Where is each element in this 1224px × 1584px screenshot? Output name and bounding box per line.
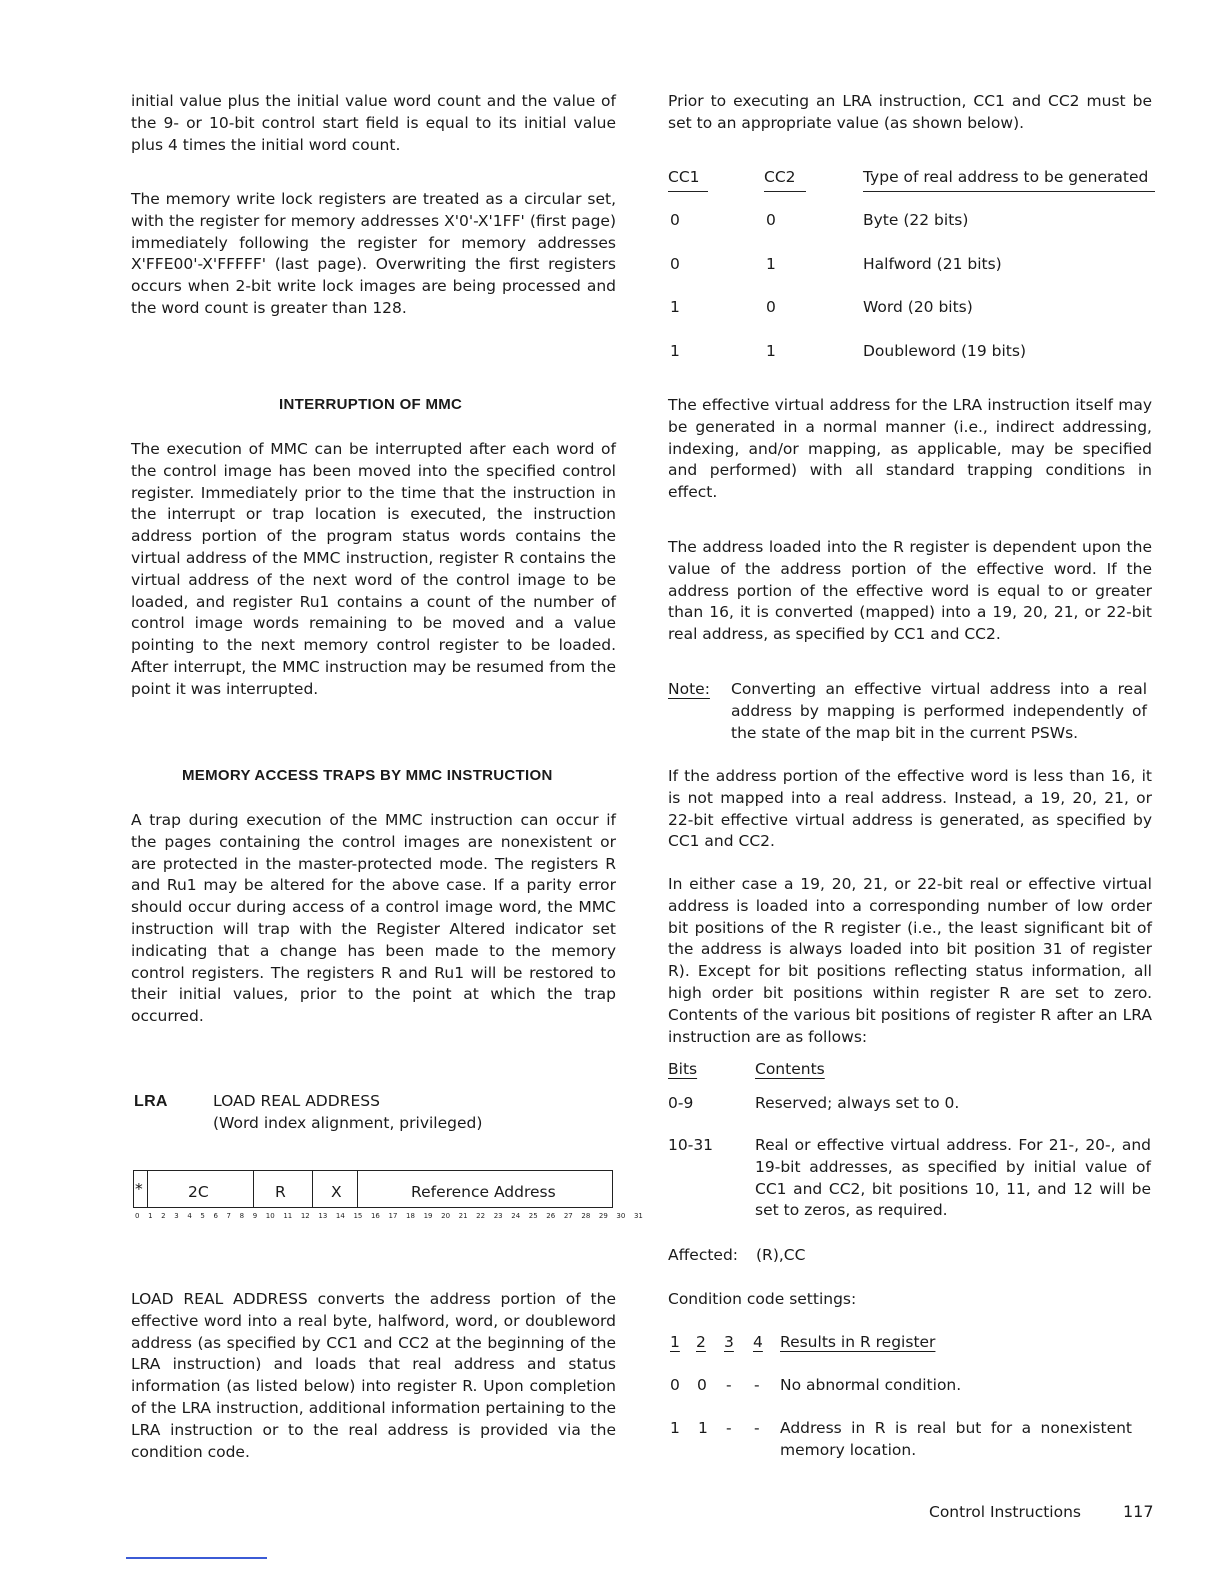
address-type: Byte (22 bits) xyxy=(863,211,969,229)
cc-result: Address in R is real but for a nonexistent memory location. xyxy=(780,1419,1132,1459)
instruction-name: LOAD REAL ADDRESS xyxy=(213,1092,380,1110)
right-para-2: The effective virtual address for the LRA instruction itself may be generated in a normal manner (i.e., indirect addressing, indexing, and/or mapping, as applicable, may be specified and performed) with all standard trapping conditions in effect. xyxy=(668,396,1152,502)
left-para-3: The execution of MMC can be interrupted after each word of the control image has been moved into the specified control register. Immediately prior to the time that the instruction in the interrupt or trap location is executed, the instruction address portion of the program status words contains the virtual address of the MMC instruction, register R contains the virtual address of the next word of the control image to be loaded, and register Ru1 contains a count of the number of control image words remaining to be moved and a value pointing to the next memory control register to be loaded. After interrupt, the MMC instruction may be resumed from the point it was interrupted. xyxy=(131,440,616,698)
table-row xyxy=(668,1375,1154,1397)
cc-header-type: Type of real address to be generated xyxy=(863,168,1149,186)
note-text: Converting an effective virtual address into a real address by mapping is performed independently of the state of the map bit in the current PSWs. xyxy=(731,680,1147,742)
cc-bit-1: 1 xyxy=(670,1419,680,1437)
address-type: Doubleword (19 bits) xyxy=(863,342,1026,360)
cc-settings-header xyxy=(668,1332,1154,1354)
format-opcode: 2C xyxy=(188,1183,209,1201)
bits-range: 10-31 xyxy=(668,1136,714,1154)
format-reference-address: Reference Address xyxy=(411,1183,556,1201)
instruction-format-diagram xyxy=(131,1168,643,1220)
table-row xyxy=(668,1093,1154,1115)
instruction-note: (Word index alignment, privileged) xyxy=(213,1114,483,1132)
cc-header-cc1: CC1 xyxy=(668,168,700,186)
table-row xyxy=(668,254,1154,276)
format-divider xyxy=(357,1170,358,1208)
cc-settings-header-1: 1 xyxy=(670,1333,680,1351)
table-row xyxy=(668,297,1154,319)
cc1-value: 0 xyxy=(670,255,680,273)
scan-artifact-line xyxy=(126,1557,267,1559)
bits-contents: Reserved; always set to 0. xyxy=(755,1094,960,1112)
format-indirect-star: * xyxy=(135,1180,143,1198)
bits-range: 0-9 xyxy=(668,1094,694,1112)
left-para-2: The memory write lock registers are treated as a circular set, with the register for memory addresses X'0'-X'1FF' (first page) immediately following the register for memory addresses X'FFE00'-X'FFFFF' (last page). Overwriting the first registers occurs when 2-bit write lock images are being processed and the word count is greater than 128. xyxy=(131,190,616,317)
format-divider xyxy=(312,1170,313,1208)
cc-header-cc2: CC2 xyxy=(764,168,796,186)
cc-bit-3: - xyxy=(726,1376,732,1394)
cc-settings-header-4: 4 xyxy=(753,1333,763,1351)
cc-settings-header-2: 2 xyxy=(696,1333,706,1351)
right-para-5: In either case a 19, 20, 21, or 22-bit real or effective virtual address is loaded into a corresponding number of low order bit positions of the R register (i.e., the least significant bit of the address is always loaded into bit position 31 of register R). Except for bit positions reflecting status information, all high order bit positions within register R are set to zero. Contents of the various bit positions of register R after an LRA instruction are as follows: xyxy=(668,875,1152,1046)
bits-contents: Real or effective virtual address. For 21-, 20-, and 19-bit addresses, as specified by initial value of CC1 and CC2, bit positions 10, 11, and 12 will be set to zeros, as required. xyxy=(755,1136,1151,1220)
cc2-value: 1 xyxy=(766,255,776,273)
instruction-mnemonic: LRA xyxy=(134,1093,168,1110)
bits-table-header xyxy=(668,1059,1154,1081)
table-row xyxy=(668,1135,1154,1225)
table-row xyxy=(668,1418,1154,1464)
cc-bit-2: 0 xyxy=(697,1376,707,1394)
cc-table-header xyxy=(668,167,1154,191)
table-row xyxy=(668,341,1154,363)
cc-settings-label: Condition code settings: xyxy=(668,1290,857,1308)
footer-section: Control Instructions xyxy=(929,1503,1081,1521)
heading-interruption-of-mmc: INTERRUPTION OF MMC xyxy=(279,396,463,413)
cc1-value: 1 xyxy=(670,342,680,360)
left-para-1: initial value plus the initial value word count and the value of the 9- or 10-bit control start field is equal to its initial value plus 4 times the initial word count. xyxy=(131,92,616,154)
cc2-value: 0 xyxy=(766,211,776,229)
bits-header-bits: Bits xyxy=(668,1060,698,1078)
right-para-3: The address loaded into the R register is dependent upon the value of the address portion of the effective word. If the address portion of the effective word is equal to or greater than 16, it is converted (mapped) into a 19, 20, 21, or 22-bit real address, as specified by CC1 and CC2. xyxy=(668,538,1152,644)
cc2-value: 1 xyxy=(766,342,776,360)
address-type: Word (20 bits) xyxy=(863,298,973,316)
right-para-4: If the address portion of the effective word is less than 16, it is not mapped into a real address. Instead, a 19, 20, 21, or 22-bit effective virtual address is generated, as specified by CC1 and CC2. xyxy=(668,767,1152,851)
cc-header-rule xyxy=(668,191,708,192)
format-divider xyxy=(253,1170,254,1208)
cc-bit-2: 1 xyxy=(698,1419,708,1437)
cc1-value: 0 xyxy=(670,211,680,229)
format-bit-numbers: 0 1 2 3 4 5 6 7 8 9 10 11 12 13 14 15 16 17 18 19 20 21 22 23 24 25 26 27 28 29 30 31 xyxy=(135,1212,643,1220)
format-divider xyxy=(147,1170,148,1208)
cc-bit-4: - xyxy=(754,1376,760,1394)
format-x-field: X xyxy=(331,1183,342,1201)
bits-header-contents: Contents xyxy=(755,1060,825,1078)
heading-memory-access-traps: MEMORY ACCESS TRAPS BY MMC INSTRUCTION xyxy=(182,767,553,784)
right-para-1: Prior to executing an LRA instruction, CC1 and CC2 must be set to an appropriate value (as shown below). xyxy=(668,92,1152,132)
cc-bit-4: - xyxy=(754,1419,760,1437)
cc-result: No abnormal condition. xyxy=(780,1376,962,1394)
footer-page-number: 117 xyxy=(1123,1502,1154,1521)
table-row xyxy=(668,210,1154,232)
format-r-field: R xyxy=(275,1183,286,1201)
cc-bit-1: 0 xyxy=(670,1376,680,1394)
cc-settings-header-results: Results in R register xyxy=(780,1333,936,1351)
affected-value: (R),CC xyxy=(756,1246,806,1264)
cc-header-rule xyxy=(764,191,806,192)
affected-label: Affected: xyxy=(668,1246,739,1264)
cc1-value: 1 xyxy=(670,298,680,316)
cc2-value: 0 xyxy=(766,298,776,316)
left-para-5: LOAD REAL ADDRESS converts the address portion of the effective word into a real byte, halfword, word, or doubleword address (as specified by CC1 and CC2 at the beginning of the LRA instruction) and loads that real address and status information (as listed below) into register R. Upon completion of the LRA instruction, additional information pertaining to the LRA instruction or to the real address is provided via the condition code. xyxy=(131,1290,616,1461)
left-para-4: A trap during execution of the MMC instruction can occur if the pages containing the control images are nonexistent or are protected in the master-protected mode. The registers R and Ru1 may be altered for the above case. If a parity error should occur during access of a control image word, the MMC instruction will trap with the Register Altered indicator set indicating that a change has been made to the memory control registers. The registers R and Ru1 will be restored to their initial values, prior to the point at which the trap occurred. xyxy=(131,811,616,1026)
cc-header-rule xyxy=(863,191,1155,192)
note-label: Note: xyxy=(668,680,710,698)
cc-settings-header-3: 3 xyxy=(724,1333,734,1351)
address-type: Halfword (21 bits) xyxy=(863,255,1002,273)
cc-bit-3: - xyxy=(726,1419,732,1437)
